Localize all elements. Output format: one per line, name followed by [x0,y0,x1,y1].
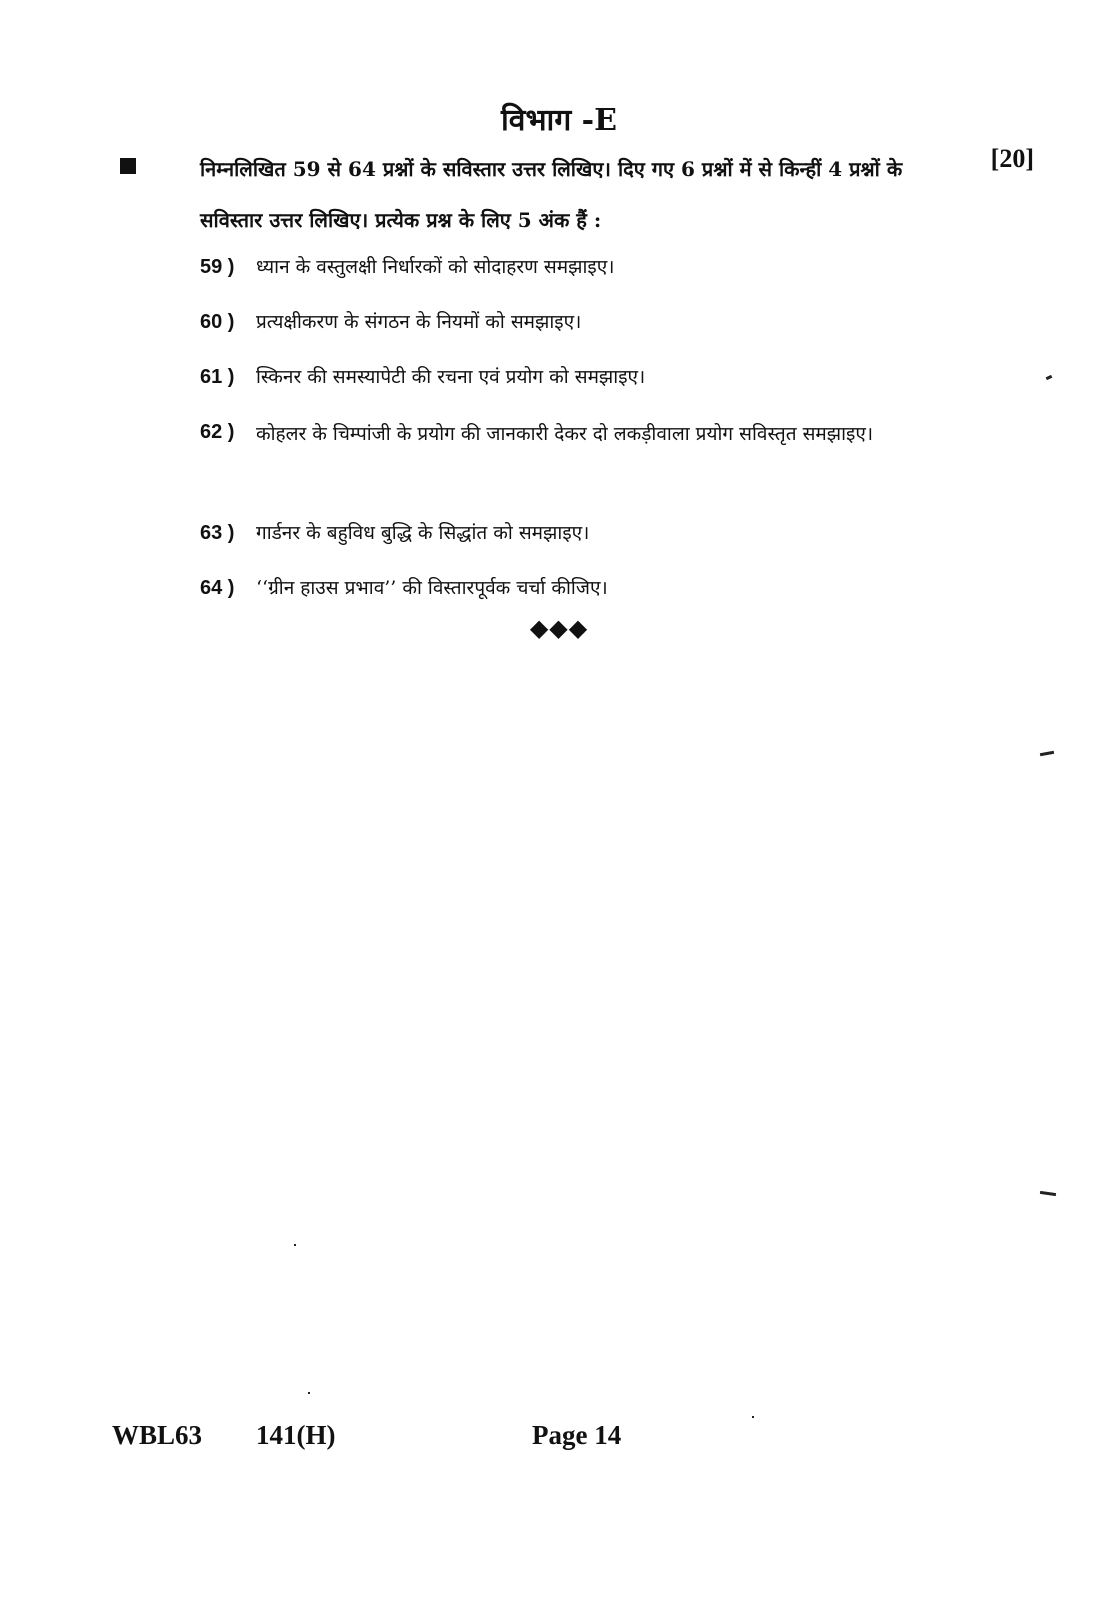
bullet-square-icon [120,158,136,174]
footer-paper-number: 141(H) [256,1420,336,1450]
marks-label: [20] [990,144,1034,173]
scan-speck [294,1244,296,1246]
question-item [200,245,936,289]
question-text: कोहलर के चिम्पांजी के प्रयोग की जानकारी देकर दो लकड़ीवाला प्रयोग सविस्तृत समझाइए। [256,423,874,445]
footer-code: WBL63 [112,1420,203,1450]
question-number: 59 ) [200,256,235,278]
question-item [200,511,936,555]
question-number: 63 ) [200,522,235,544]
question-number: 61 ) [200,366,235,388]
question-item [200,355,936,399]
question-number: 64 ) [200,577,235,599]
scan-speck [1046,375,1053,380]
scan-speck [1040,751,1054,756]
question-text: ध्यान के वस्तुलक्षी निर्धारकों को सोदाहरण समझाइए। [256,256,615,278]
question-number: 60 ) [200,311,235,333]
scan-speck [308,1392,310,1394]
instruction-text: निम्नलिखित 59 से 64 प्रश्नों के सविस्तार उत्तर लिखिए। दिए गए 6 प्रश्नों में से किन्हीं 4 प्रश्नों के सविस्तार उत्तर लिखिए। प्रत्येक प्रश्न के लिए 5 अंक हैं : [200,157,903,232]
footer-page-number: Page 14 [532,1420,622,1450]
question-item [200,566,936,610]
question-item [200,300,936,344]
scan-speck [1040,1191,1056,1196]
question-text: ‘‘ग्रीन हाउस प्रभाव’’ की विस्तारपूर्वक चर्चा कीजिए। [256,577,608,599]
question-text: गार्डनर के बहुविध बुद्धि के सिद्धांत को समझाइए। [256,522,590,544]
question-item [200,410,936,458]
question-text: प्रत्यक्षीकरण के संगठन के नियमों को समझाइए। [256,311,582,333]
question-number: 62 ) [200,421,235,443]
section-heading: विभाग -E [501,103,617,138]
question-text: स्किनर की समस्यापेटी की रचना एवं प्रयोग को समझाइए। [256,366,646,388]
diamond-separator-icon: ◆◆◆ [529,614,589,642]
scan-speck [752,1416,754,1418]
